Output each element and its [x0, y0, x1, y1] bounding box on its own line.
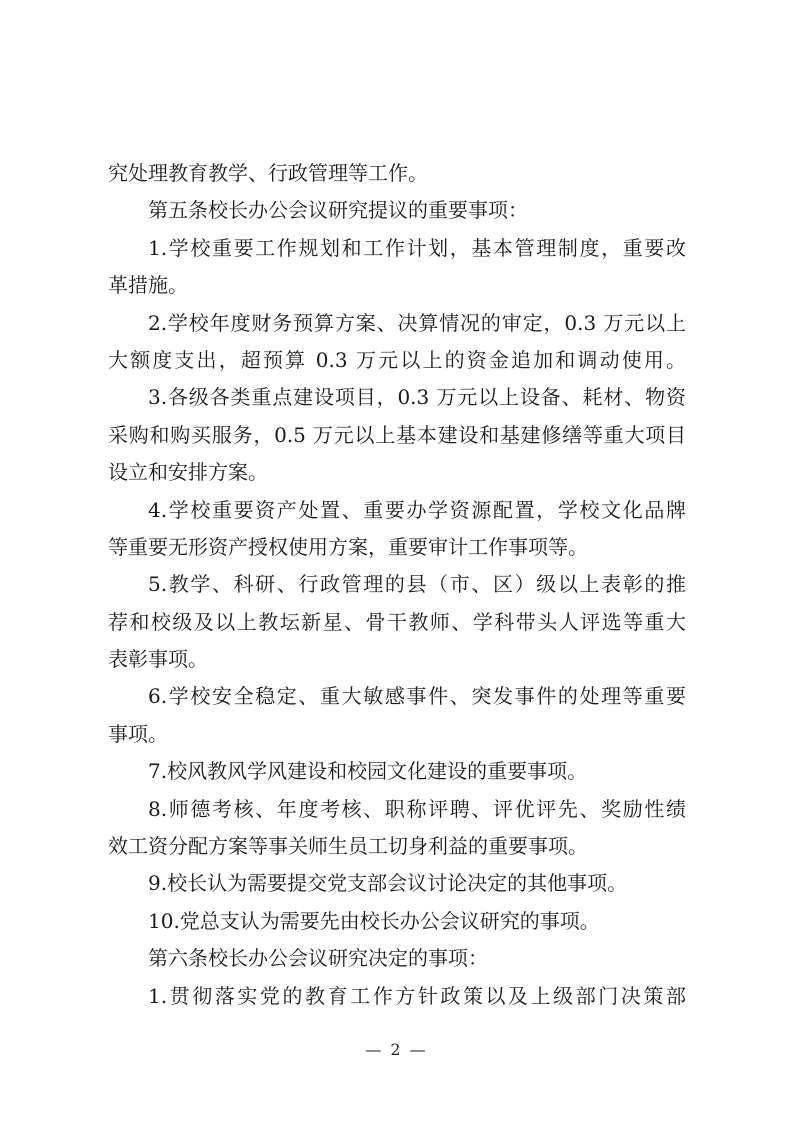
text-line: 表彰事项。 [108, 647, 208, 672]
document-body [108, 155, 686, 1015]
text-line: 2.学校年度财务预算方案、决算情况的审定，0.3 万元以上 [148, 310, 686, 335]
article-heading-6: 第六条校长办公会议研究决定的事项： [148, 946, 488, 971]
text-line: 5.教学、科研、行政管理的县（市、区）级以上表彰的推 [148, 572, 686, 597]
text-line: 6.学校安全稳定、重大敏感事件、突发事件的处理等重要 [148, 684, 686, 709]
text-line: 7.校风教风学风建设和校园文化建设的重要事项。 [148, 759, 588, 784]
text-line: 设立和安排方案。 [108, 460, 268, 485]
page-number: — 2 — [365, 1040, 428, 1059]
text-line: 荐和校级及以上教坛新星、骨干教师、学科带头人评选等重大 [108, 609, 686, 634]
text-line: 采购和购买服务，0.5 万元以上基本建设和基建修缮等重大项目 [108, 422, 686, 447]
text-line: 10.党总支认为需要先由校长办公会议研究的事项。 [148, 908, 600, 933]
text-line: 4.学校重要资产处置、重要办学资源配置，学校文化品牌 [148, 497, 686, 522]
text-line: 1.学校重要工作规划和工作计划，基本管理制度，重要改 [148, 235, 686, 260]
text-line: 效工资分配方案等事关师生员工切身利益的重要事项。 [108, 834, 588, 859]
text-line: 9.校长认为需要提交党支部会议讨论决定的其他事项。 [148, 871, 628, 896]
text-line: 事项。 [108, 721, 168, 746]
text-line: 3.各级各类重点建设项目，0.3 万元以上设备、耗材、物资 [148, 385, 686, 410]
text-line: 革措施。 [108, 273, 188, 298]
article-heading-5: 第五条校长办公会议研究提议的重要事项： [148, 198, 528, 223]
text-line: 8.师德考核、年度考核、职称评聘、评优评先、奖励性绩 [148, 796, 686, 821]
text-line: 究处理教育教学、行政管理等工作。 [108, 161, 428, 185]
text-line: 大额度支出，超预算 0.3 万元以上的资金追加和调动使用。 [108, 347, 686, 372]
text-line: 1.贯彻落实党的教育工作方针政策以及上级部门决策部 [148, 983, 686, 1008]
text-line: 等重要无形资产授权使用方案，重要审计工作事项等。 [108, 534, 588, 559]
